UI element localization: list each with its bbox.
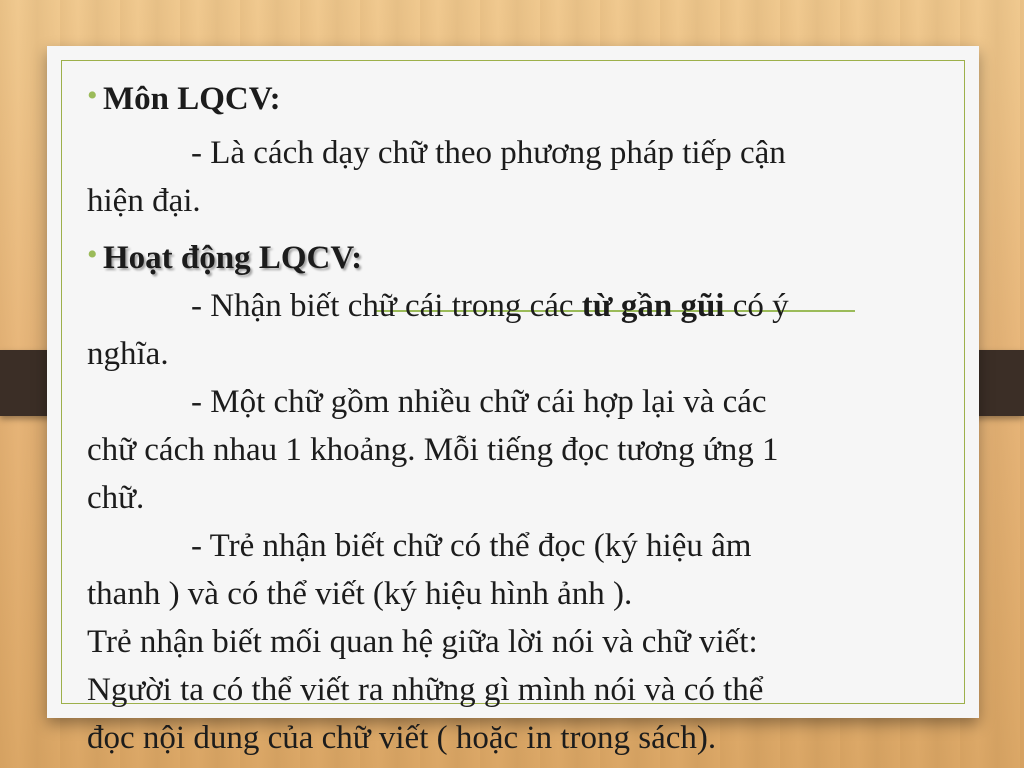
section2-p4-line1: Trẻ nhận biết mối quan hệ giữa lời nói và chữ viết: [87, 624, 758, 660]
section2-p3-line1: - Trẻ nhận biết chữ có thể đọc (ký hiệu âm [191, 528, 752, 564]
section1-heading-line [87, 72, 927, 123]
section1-line2: hiện đại. [87, 183, 201, 219]
section2-heading: Hoạt động LQCV: [103, 240, 363, 276]
section2-p1-line1: - Nhận biết chữ cái trong các từ gần gũi có ý [191, 288, 789, 324]
section2-p1-line2: nghĩa. [87, 336, 169, 372]
section2-p2-line1: - Một chữ gồm nhiều chữ cái hợp lại và các [191, 384, 767, 420]
section1-heading: Môn LQCV: [103, 81, 281, 117]
section2-p3-line2: thanh ) và có thể viết (ký hiệu hình ảnh ). [87, 576, 633, 612]
section2-p2-line3: chữ. [87, 480, 145, 516]
bullet-icon: • [87, 238, 98, 271]
emphasis-text: từ gần gũi [581, 288, 725, 324]
section2-p4-line2: Người ta có thể viết ra những gì mình nói và có thể [87, 672, 764, 708]
slide-content [87, 72, 927, 762]
section2-p4-line3: đọc nội dung của chữ viết ( hoặc in trong sách). [87, 720, 717, 756]
section2-p2-line2: chữ cách nhau 1 khoảng. Mỗi tiếng đọc tương ứng 1 [87, 432, 779, 468]
section1-line1: - Là cách dạy chữ theo phương pháp tiếp cận [191, 135, 786, 171]
section2-heading-line [87, 231, 927, 282]
bullet-icon: • [87, 79, 98, 112]
slide-card [47, 46, 979, 756]
